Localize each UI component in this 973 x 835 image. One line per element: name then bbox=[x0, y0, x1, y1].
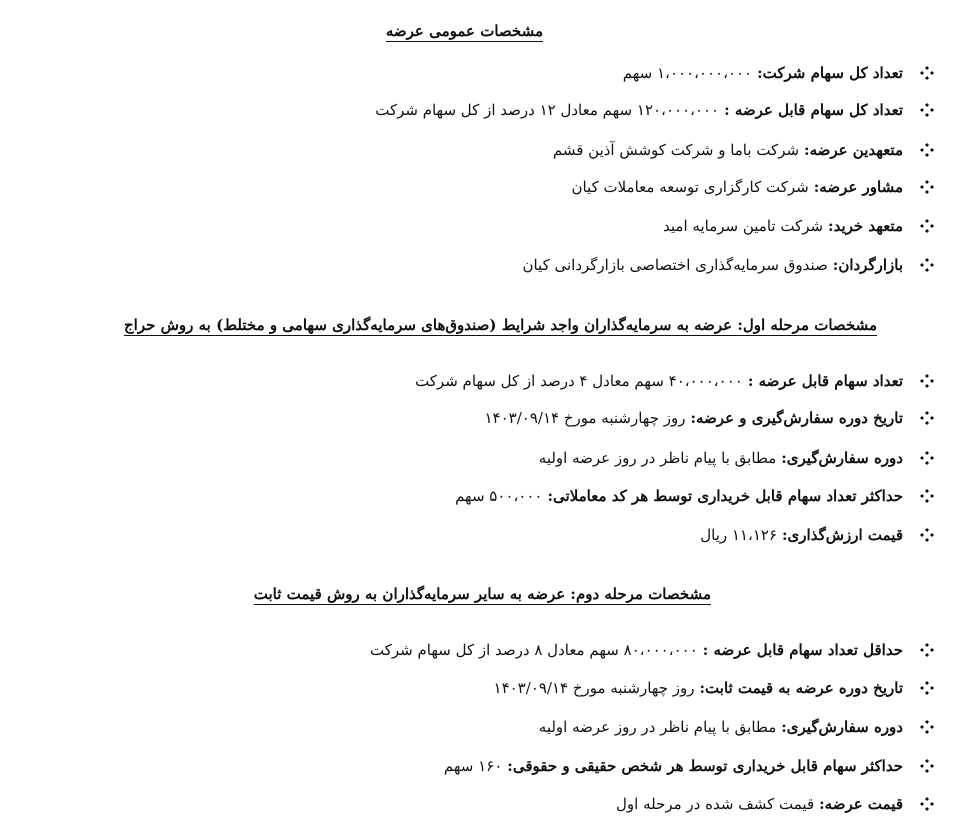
list-item bbox=[522, 254, 935, 276]
list-item bbox=[700, 524, 935, 546]
four-diamond-bullet-icon bbox=[919, 65, 935, 81]
list-item bbox=[494, 677, 935, 699]
list-item bbox=[663, 215, 935, 237]
four-diamond-bullet-icon bbox=[919, 142, 935, 158]
four-diamond-bullet-icon bbox=[919, 488, 935, 504]
item-label: دوره سفارش‌گیری: bbox=[781, 448, 903, 467]
four-diamond-bullet-icon bbox=[919, 102, 935, 118]
four-diamond-bullet-icon bbox=[919, 796, 935, 812]
four-diamond-bullet-icon bbox=[919, 719, 935, 735]
list-item bbox=[455, 485, 935, 507]
item-value: مطابق با پیام ناظر در روز عرضه اولیه bbox=[538, 448, 777, 467]
item-label: متعهدین عرضه: bbox=[804, 140, 903, 159]
item-label: تعداد کل سهام شرکت: bbox=[757, 63, 903, 82]
item-value: ۵۰۰،۰۰۰ سهم bbox=[455, 486, 543, 505]
item-value: ۸۰،۰۰۰،۰۰۰ سهم معادل ۸ درصد از کل سهام شرکت bbox=[370, 640, 698, 659]
four-diamond-bullet-icon bbox=[919, 373, 935, 389]
item-label: قیمت عرضه: bbox=[819, 794, 903, 813]
section-3-title: مشخصات مرحله دوم: عرضه به سایر سرمایه‌گذاران به روش قیمت ثابت bbox=[253, 585, 711, 603]
four-diamond-bullet-icon bbox=[919, 179, 935, 195]
item-label: حداکثر سهام قابل خریداری توسط هر شخص حقیقی و حقوقی: bbox=[507, 756, 903, 775]
item-label: تعداد کل سهام قابل عرضه : bbox=[724, 100, 903, 119]
section-2-title: مشخصات مرحله اول: عرضه به سرمایه‌گذاران واجد شرایط (صندوق‌های سرمایه‌گذاری سهامی و مختلط) به روش حراج bbox=[123, 316, 877, 334]
list-item bbox=[444, 755, 935, 777]
item-value: روز چهارشنبه مورخ ۱۴۰۳/۰۹/۱۴ bbox=[493, 678, 695, 697]
item-label: قیمت ارزش‌گذاری: bbox=[782, 525, 903, 544]
item-value: قیمت کشف شده در مرحله اول bbox=[616, 794, 815, 813]
list-item bbox=[616, 793, 935, 815]
four-diamond-bullet-icon bbox=[919, 758, 935, 774]
item-value: روز چهارشنبه مورخ ۱۴۰۳/۰۹/۱۴ bbox=[484, 408, 686, 427]
item-value: شرکت کارگزاری توسعه معاملات کیان bbox=[571, 177, 809, 196]
item-value: ۴۰،۰۰۰،۰۰۰ سهم معادل ۴ درصد از کل سهام شرکت bbox=[415, 371, 743, 390]
list-item bbox=[370, 639, 935, 661]
four-diamond-bullet-icon bbox=[919, 218, 935, 234]
item-label: تاریخ دوره سفارش‌گیری و عرضه: bbox=[690, 408, 903, 427]
item-label: تاریخ دوره عرضه به قیمت ثابت: bbox=[699, 678, 903, 697]
item-value: شرکت تامین سرمایه امید bbox=[663, 216, 824, 235]
item-value: ۱۱،۱۲۶ ریال bbox=[700, 525, 777, 544]
item-label: مشاور عرضه: bbox=[813, 177, 903, 196]
four-diamond-bullet-icon bbox=[919, 450, 935, 466]
list-item bbox=[539, 447, 935, 469]
item-label: بازارگردان: bbox=[832, 255, 903, 274]
list-item bbox=[571, 176, 935, 198]
item-label: تعداد سهام قابل عرضه : bbox=[747, 371, 903, 390]
four-diamond-bullet-icon bbox=[919, 680, 935, 696]
list-item bbox=[375, 99, 935, 121]
item-label: متعهد خرید: bbox=[828, 216, 903, 235]
item-value: شرکت باما و شرکت کوشش آذین قشم bbox=[552, 140, 800, 159]
item-label: دوره سفارش‌گیری: bbox=[781, 717, 903, 736]
four-diamond-bullet-icon bbox=[919, 527, 935, 543]
item-value: صندوق سرمایه‌گذاری اختصاصی بازارگردانی کیان bbox=[522, 255, 828, 274]
four-diamond-bullet-icon bbox=[919, 257, 935, 273]
list-item bbox=[415, 370, 935, 392]
list-item bbox=[539, 716, 935, 738]
list-item bbox=[623, 62, 935, 84]
list-item bbox=[553, 139, 935, 161]
list-item bbox=[485, 407, 936, 429]
four-diamond-bullet-icon bbox=[919, 642, 935, 658]
four-diamond-bullet-icon bbox=[919, 410, 935, 426]
item-value: ۱،۰۰۰،۰۰۰،۰۰۰ سهم bbox=[622, 63, 753, 82]
item-label: حداقل تعداد سهام قابل عرضه : bbox=[702, 640, 903, 659]
item-value: ۱۶۰ سهم bbox=[443, 756, 503, 775]
item-label: حداکثر تعداد سهام قابل خریداری توسط هر کد معاملاتی: bbox=[547, 486, 903, 505]
item-value: مطابق با پیام ناظر در روز عرضه اولیه bbox=[538, 717, 777, 736]
item-value: ۱۲۰،۰۰۰،۰۰۰ سهم معادل ۱۲ درصد از کل سهام شرکت bbox=[375, 100, 720, 119]
section-1-title: مشخصات عمومی عرضه bbox=[385, 22, 543, 40]
